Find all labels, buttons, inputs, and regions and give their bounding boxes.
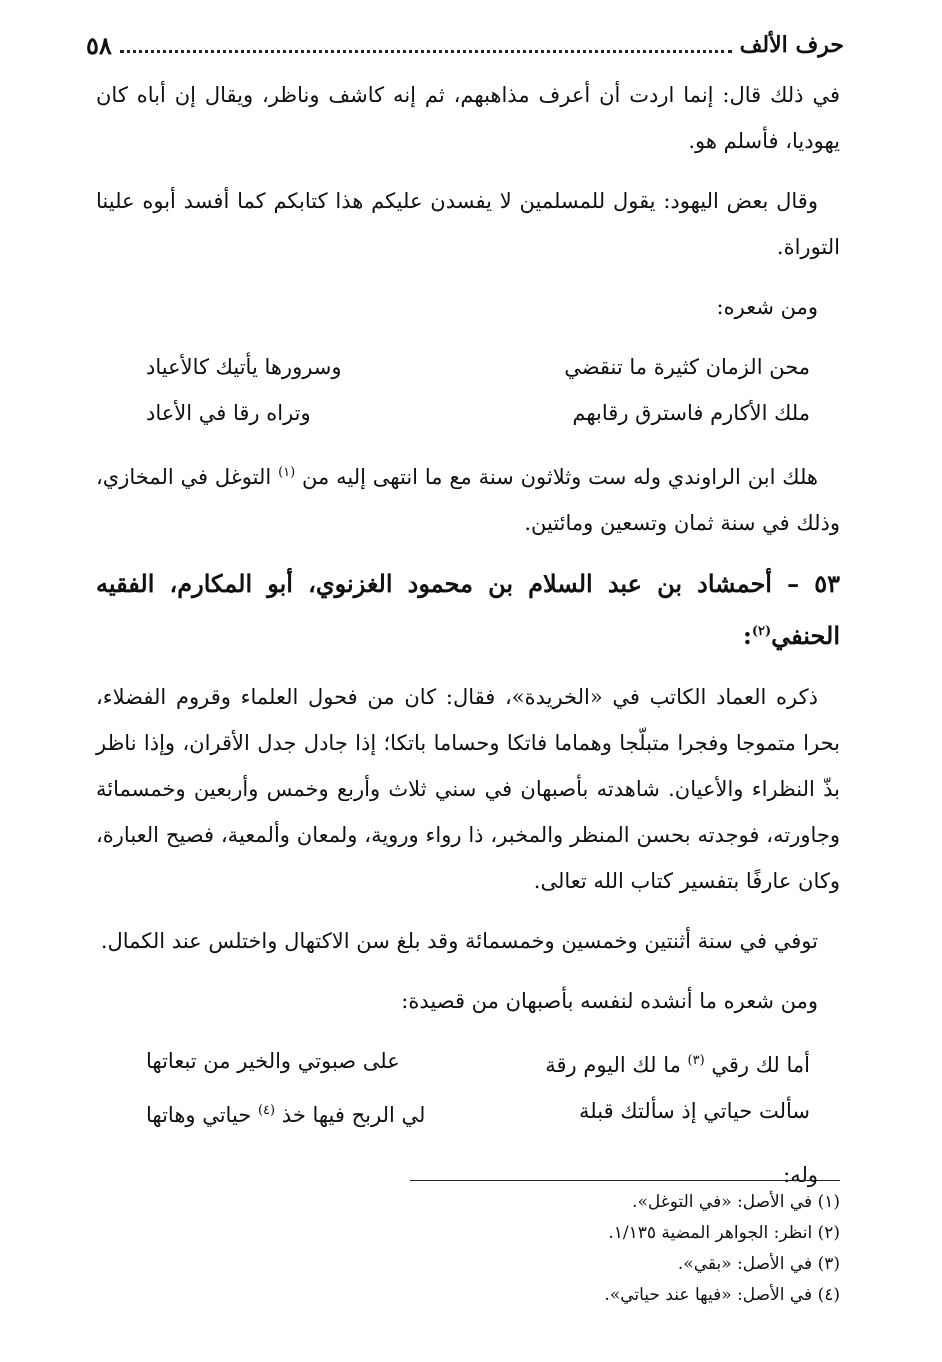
verse-hemistich xyxy=(146,1088,458,1138)
entry-title: ٥٣ – أحمشاد بن عبد السلام بن محمود الغزنوي، أبو المكارم، الفقيه الحنفي xyxy=(96,569,840,650)
poem-verse-2 xyxy=(96,1038,840,1138)
footnote-ref: (١) xyxy=(278,465,296,480)
text-run: ما لك اليوم رقة xyxy=(545,1053,681,1077)
verse-hemistich: ملك الأكارم فاسترق رقابهم xyxy=(572,401,810,425)
paragraph-7: ومن شعره ما أنشده لنفسه بأصبهان من قصيدة: xyxy=(401,989,818,1013)
verse-hemistich: وتراه رقا في الأعاد xyxy=(146,401,311,425)
text-run: حياتي وهاتها xyxy=(146,1103,252,1127)
entry-colon: : xyxy=(742,621,752,650)
paragraph-8: وله: xyxy=(783,1163,818,1187)
section-title: حرف الألف xyxy=(739,32,844,58)
paragraph-5: ذكره العماد الكاتب في «الخريدة»، فقال: كان من فحول العلماء وقروم الفضلاء، بحرا متموجا وفجرا متبلّجا وهماما فاتكا وحساما باتكا؛ إذا جادل جدل الأقران، وإذا ناظر بذّ النظراء والأعيان. شاهدته بأصبهان في سني ثلاث وأربع وخمس وأربعين وخمسمائة وجاورته، فوجدته بحسن المنظر والمخبر، ذا رواء وروية، ولمعان وألمعية، فصيح العبارة، وكان عارفًا بتفسير كتاب الله تعالى. xyxy=(96,685,840,893)
footnote-ref: (٢) xyxy=(751,624,772,639)
verse-hemistich: على صبوتي والخير من تبعاتها xyxy=(146,1049,400,1073)
footnotes xyxy=(410,1180,840,1311)
leader-dots xyxy=(120,50,732,53)
page-number: ٥٨ xyxy=(86,30,112,60)
footnote: (٢) انظر: الجواهر المضية ١/١٣٥. xyxy=(608,1223,840,1243)
entry-heading xyxy=(96,560,840,660)
paragraph-6: توفي في سنة أثنتين وخمسين وخمسمائة وقد بلغ سن الاكتهال واختلس عند الكمال. xyxy=(100,929,818,953)
paragraph-4 xyxy=(96,450,840,546)
verse-hemistich: وسرورها يأتيك كالأعياد xyxy=(146,355,342,379)
text-run: لي الربح فيها خذ xyxy=(281,1103,426,1127)
footnote-ref: (٤) xyxy=(257,1103,276,1118)
footnote-rule xyxy=(410,1180,840,1181)
poem-verse-1 xyxy=(96,344,840,436)
text-run: هلك ابن الراوندي وله ست وثلاثون سنة مع ما انتهى إليه من xyxy=(302,465,818,489)
footnote: (٤) في الأصل: «فيها عند حياتي». xyxy=(604,1285,840,1305)
footnote: (٣) في الأصل: «بقي». xyxy=(677,1254,840,1274)
running-header xyxy=(86,28,844,62)
paragraph-3: ومن شعره: xyxy=(716,295,818,319)
paragraph-1: في ذلك قال: إنما اردت أن أعرف مذاهبهم، ثم إنه كاشف وناظر، ويقال إن أباه كان يهوديا، فأسلم هو. xyxy=(96,83,840,153)
verse-hemistich xyxy=(498,1038,810,1088)
text-run: التوغل في المخازي، وذلك في سنة ثمان وتسعين ومائتين. xyxy=(96,465,840,535)
verse-hemistich: محن الزمان كثيرة ما تنقضي xyxy=(564,355,810,379)
verse-hemistich: سألت حياتي إذ سألتك قبلة xyxy=(579,1099,810,1123)
text-run: أما لك رقي xyxy=(711,1053,810,1077)
footnote: (١) في الأصل: «في التوغل». xyxy=(632,1192,840,1212)
paragraph-2: وقال بعض اليهود: يقول للمسلمين لا يفسدن عليكم هذا كتابكم كما أفسد أبوه علينا التوراة. xyxy=(96,189,840,259)
main-text xyxy=(96,72,840,1212)
footnote-ref: (٣) xyxy=(687,1053,705,1068)
